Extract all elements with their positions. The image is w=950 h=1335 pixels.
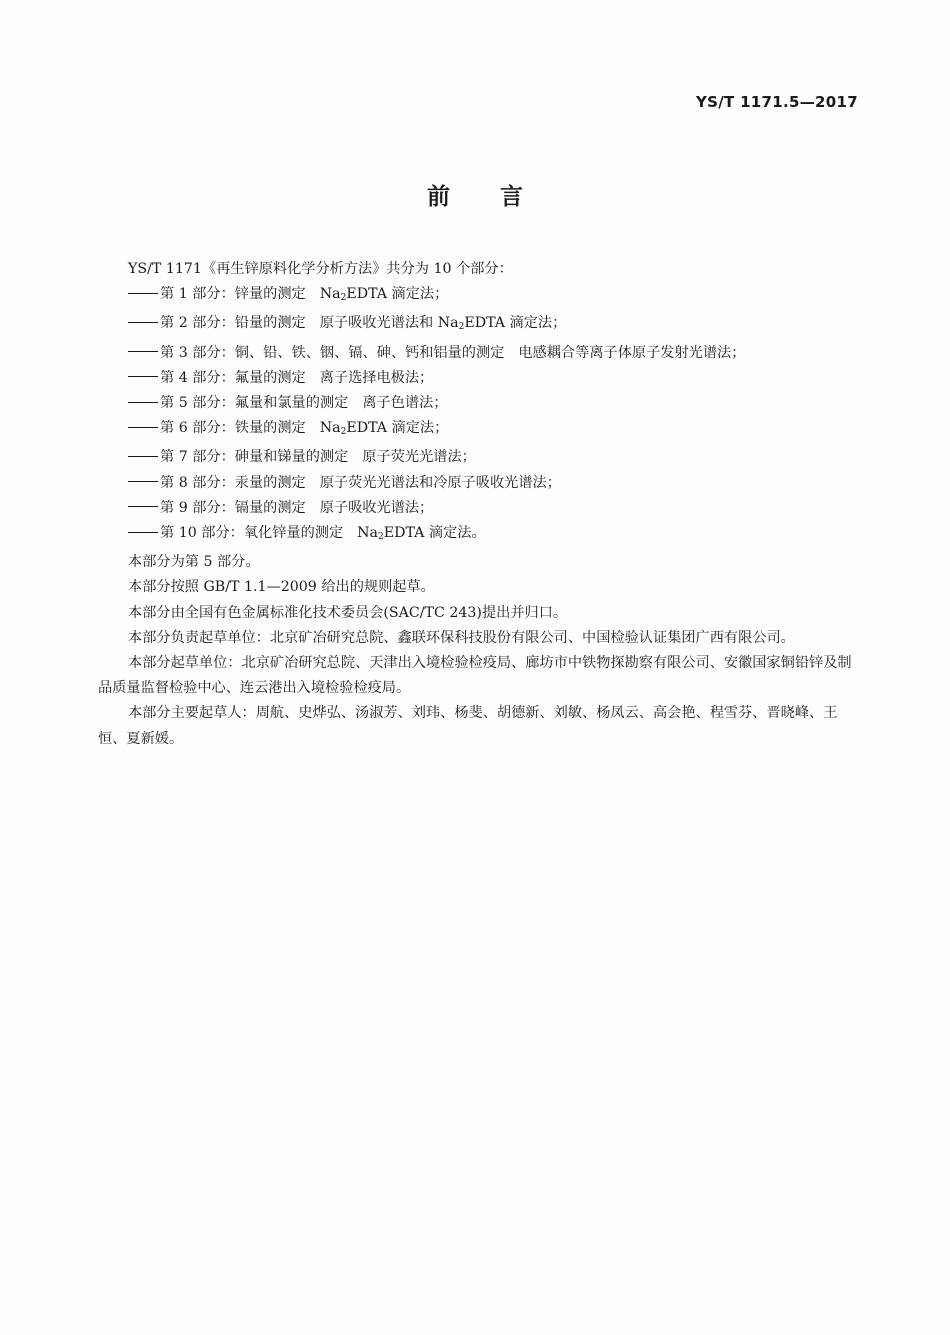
part-label: 第 4 部分：氟量的测定 [160, 369, 306, 386]
part-method: 原子荧光光谱法和冷原子吸收光谱法； [319, 474, 561, 491]
part-label: 第 5 部分：氟量和氯量的测定 [160, 395, 349, 412]
dash-mark [128, 456, 158, 457]
list-item [98, 496, 860, 521]
part-method: 离子色谱法； [362, 395, 448, 412]
list-item [98, 391, 860, 416]
responsible-drafter-paragraph: 本部分负责起草单位：北京矿冶研究总院、鑫联环保科技股份有限公司、中国检验认证集团广西有限公司。 [128, 629, 795, 646]
main-drafters-paragraph: 本部分主要起草人：周航、史烨弘、汤淑芳、刘玮、杨斐、胡德新、刘敏、杨凤云、高会艳、程雪芬、晋晓峰、王恒、夏新媛。 [98, 705, 838, 747]
part-method: $Na_2EDTA$ 滴定法； [319, 286, 449, 304]
part-label: 第 6 部分：铁量的测定 [160, 420, 306, 437]
list-item [98, 416, 860, 445]
part-label: 第 3 部分：铜、铅、铁、铟、镉、砷、钙和铝量的测定 [160, 344, 505, 361]
dash-mark [128, 322, 158, 323]
part-method: 原子吸收光谱法和 $Na_2EDTA$ 滴定法； [319, 315, 567, 333]
part-method: 原子荧光光谱法； [362, 449, 476, 466]
part-method: 电感耦合等离子体原子发射光谱法； [518, 344, 746, 361]
drafting-rules-paragraph: 本部分按照 GB/T 1.1—2009 给出的规则起草。 [128, 579, 435, 596]
proposer-paragraph: 本部分由全国有色金属标准化技术委员会(SAC/TC 243)提出并归口。 [128, 604, 568, 621]
part-method: 原子吸收光谱法； [319, 499, 434, 516]
dash-mark [128, 351, 158, 352]
part-label: 第 9 部分：镉量的测定 [160, 499, 306, 516]
part-method: 离子选择电极法； [319, 369, 434, 386]
list-item [98, 311, 860, 340]
part-label: 第 10 部分：氧化锌量的测定 [160, 525, 344, 542]
part-label: 第 2 部分：铅量的测定 [160, 315, 306, 332]
drafting-units-paragraph: 本部分起草单位：北京矿冶研究总院、天津出入境检验检疫局、廊坊市中铁物探勘察有限公司、安徽国家铜铅锌及制品质量监督检验中心、连云港出入境检验检疫局。 [98, 655, 852, 697]
parts-list [98, 282, 860, 550]
list-item [98, 445, 860, 470]
foreword-body [98, 257, 860, 752]
dash-mark [128, 293, 158, 294]
list-item [98, 521, 860, 550]
page-title: 前言 [427, 184, 573, 210]
list-item [98, 282, 860, 311]
part-label: 第 7 部分：砷量和锑量的测定 [160, 449, 349, 466]
part-number-paragraph: 本部分为第 5 部分。 [128, 554, 260, 571]
dash-mark [128, 481, 158, 482]
intro-paragraph: YS/T 1171《再生锌原料化学分析方法》共分为 10 个部分： [128, 261, 513, 277]
dash-mark [128, 376, 158, 377]
list-item [98, 341, 860, 366]
dash-mark [128, 506, 158, 507]
dash-mark [128, 427, 158, 428]
list-item [98, 366, 860, 391]
part-method: $Na_2EDTA$ 滴定法。 [357, 525, 486, 543]
part-method: $Na_2EDTA$ 滴定法； [319, 420, 449, 438]
part-label: 第 8 部分：汞量的测定 [160, 474, 306, 491]
part-label: 第 1 部分：锌量的测定 [160, 286, 306, 303]
list-item [98, 471, 860, 496]
dash-mark [128, 402, 158, 403]
dash-mark [128, 532, 158, 533]
standard-number: YS/T 1171.5—2017 [695, 93, 858, 111]
